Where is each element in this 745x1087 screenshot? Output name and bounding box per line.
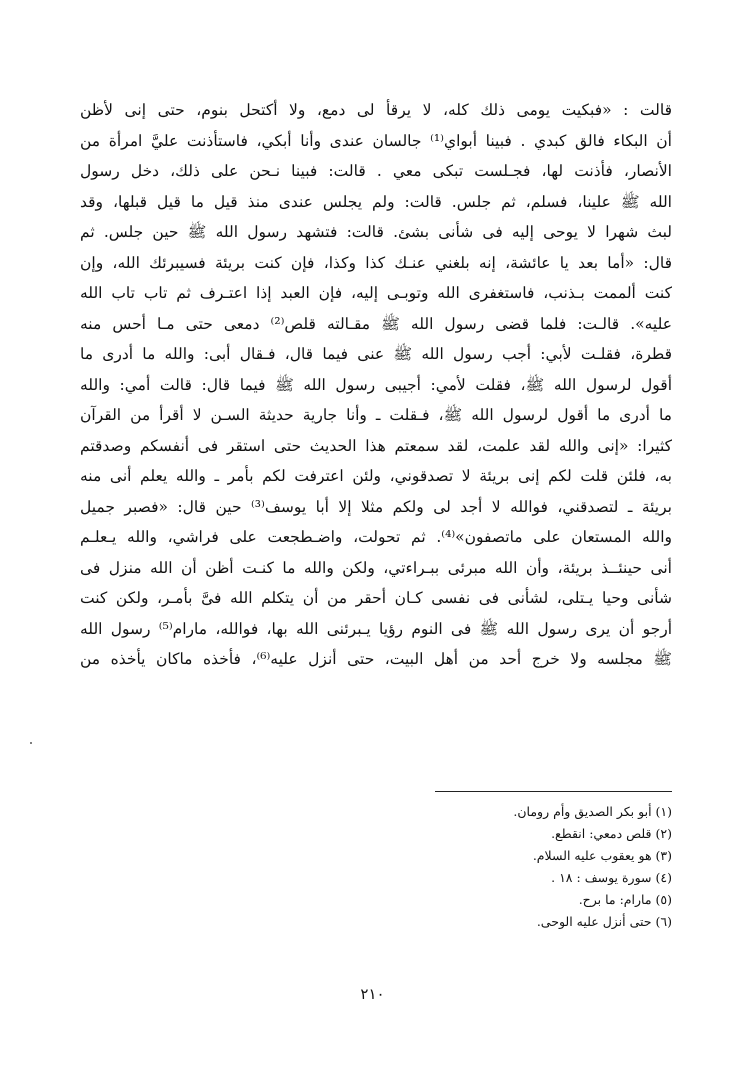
text-line: قال: «أما بعد يا عائشة، إنه بلغني عنـك كذا وكذا، فإن كنت بريئة فسيبرئك الله، وإن <box>80 253 672 272</box>
text-line: أن البكاء فالق كبدي . فبينا أبواي⁽¹⁾ جالسان عندى وأنا أبكي، فاستأذنت عليَّ امرأة من <box>80 131 672 150</box>
text-line: الأنصار، فأذنت لها، فجـلست تبكى معي . قالت: فبينا نـحن على ذلك، دخل رسول <box>80 162 672 180</box>
footnote-item: (١) أبو بكر الصديق وأم رومان. <box>513 804 672 819</box>
scan-speck <box>30 742 32 744</box>
footnote-divider <box>435 791 672 792</box>
text-line: أرجو أن يرى رسول الله ﷺ فى النوم رؤيا يـبرئنى الله بها، فوالله، مارام⁽⁵⁾ رسول الله <box>80 619 672 638</box>
text-line: شأنى وحيا يـتلى، لشأنى فى نفسى كـان أحقر من أن يتكلم الله فىَّ بأمـر، ولكن كنت <box>80 589 672 607</box>
text-line: قالت : «فبكيت يومى ذلك كله، لا يرقأ لى دمع، ولا أكتحل بنوم، حتى إنى لأظن <box>80 101 672 119</box>
text-line: لبث شهرا لا يوحى إليه فى شأنى بشئ. قالت: فتشهد رسول الله ﷺ حين جلس. ثم <box>80 223 672 241</box>
text-line: والله المستعان على ماتصفون»⁽⁴⁾. ثم تحولت، واضـطجعت على فراشي، والله يـعلـم <box>80 528 672 546</box>
footnote-item: (٤) سورة يوسف : ١٨ . <box>551 870 672 885</box>
text-line: بريئة ـ لتصدقني، فوالله لا أجد لى ولكم مثلا إلا أبا يوسف⁽³⁾ حين قال: «فصبر جميل <box>80 497 672 516</box>
text-line: أنى حينئــذ بريئة، وأن الله مبرئى ببـراءتي، ولكن والله ما كنـت أظن أن الله منزل فى <box>80 558 672 577</box>
text-line: به، فلئن قلت لكم إنى بريئة لا تصدقوني، ولئن اعترفت لكم بأمر ـ والله يعلم أنى منه <box>80 467 672 485</box>
text-line: ما أدرى ما أقول لرسول الله ﷺ، فـقلت ـ وأنا جارية حديثة السـن لا أقرأ من القرآن <box>80 406 672 424</box>
text-line: قطرة، فقلـت لأبي: أجب رسول الله ﷺ عنى فيما قال، فـقال أبى: والله ما أدرى ما <box>80 345 672 363</box>
text-line: كثيرا: «إنى والله لقد علمت، لقد سمعتم هذا الحديث حتى استقر فى أنفسكم وصدقتم <box>80 436 672 455</box>
footnote-item: (٥) مارام: ما برح. <box>578 892 672 907</box>
footnote-item: (٣) هو يعقوب عليه السلام. <box>532 848 672 863</box>
footnote-item: (٦) حتى أنزل عليه الوحى. <box>536 914 672 929</box>
text-line: الله ﷺ علينا، فسلم، ثم جلس. قالت: ولم يجلس عندى منذ قيل ما قيل قبلها، وقد <box>80 192 672 211</box>
main-text-block <box>80 95 672 675</box>
page-number: ٢١٠ <box>360 985 385 1003</box>
text-line: ﷺ مجلسه ولا خرج أحد من أهل البيت، حتى أنزل عليه⁽⁶⁾، فأخذه ماكان يأخذه من <box>80 650 672 668</box>
text-line: أقول لرسول الله ﷺ، فقلت لأمي: أجيبى رسول الله ﷺ فيما قال: قالت أمي: والله <box>80 375 672 394</box>
footnote-item: (٢) قلص دمعي: انقطع. <box>551 826 672 841</box>
footnotes-block <box>300 801 672 933</box>
text-line: كنت ألممت بـذنب، فاستغفرى الله وتوبـى إليه، فإن العبد إذا اعتـرف ثم تاب تاب الله <box>80 284 672 302</box>
text-line: عليه». قالـت: فلما قضى رسول الله ﷺ مقـالته قلص⁽²⁾ دمعى حتى مـا أحس منه <box>80 314 672 333</box>
